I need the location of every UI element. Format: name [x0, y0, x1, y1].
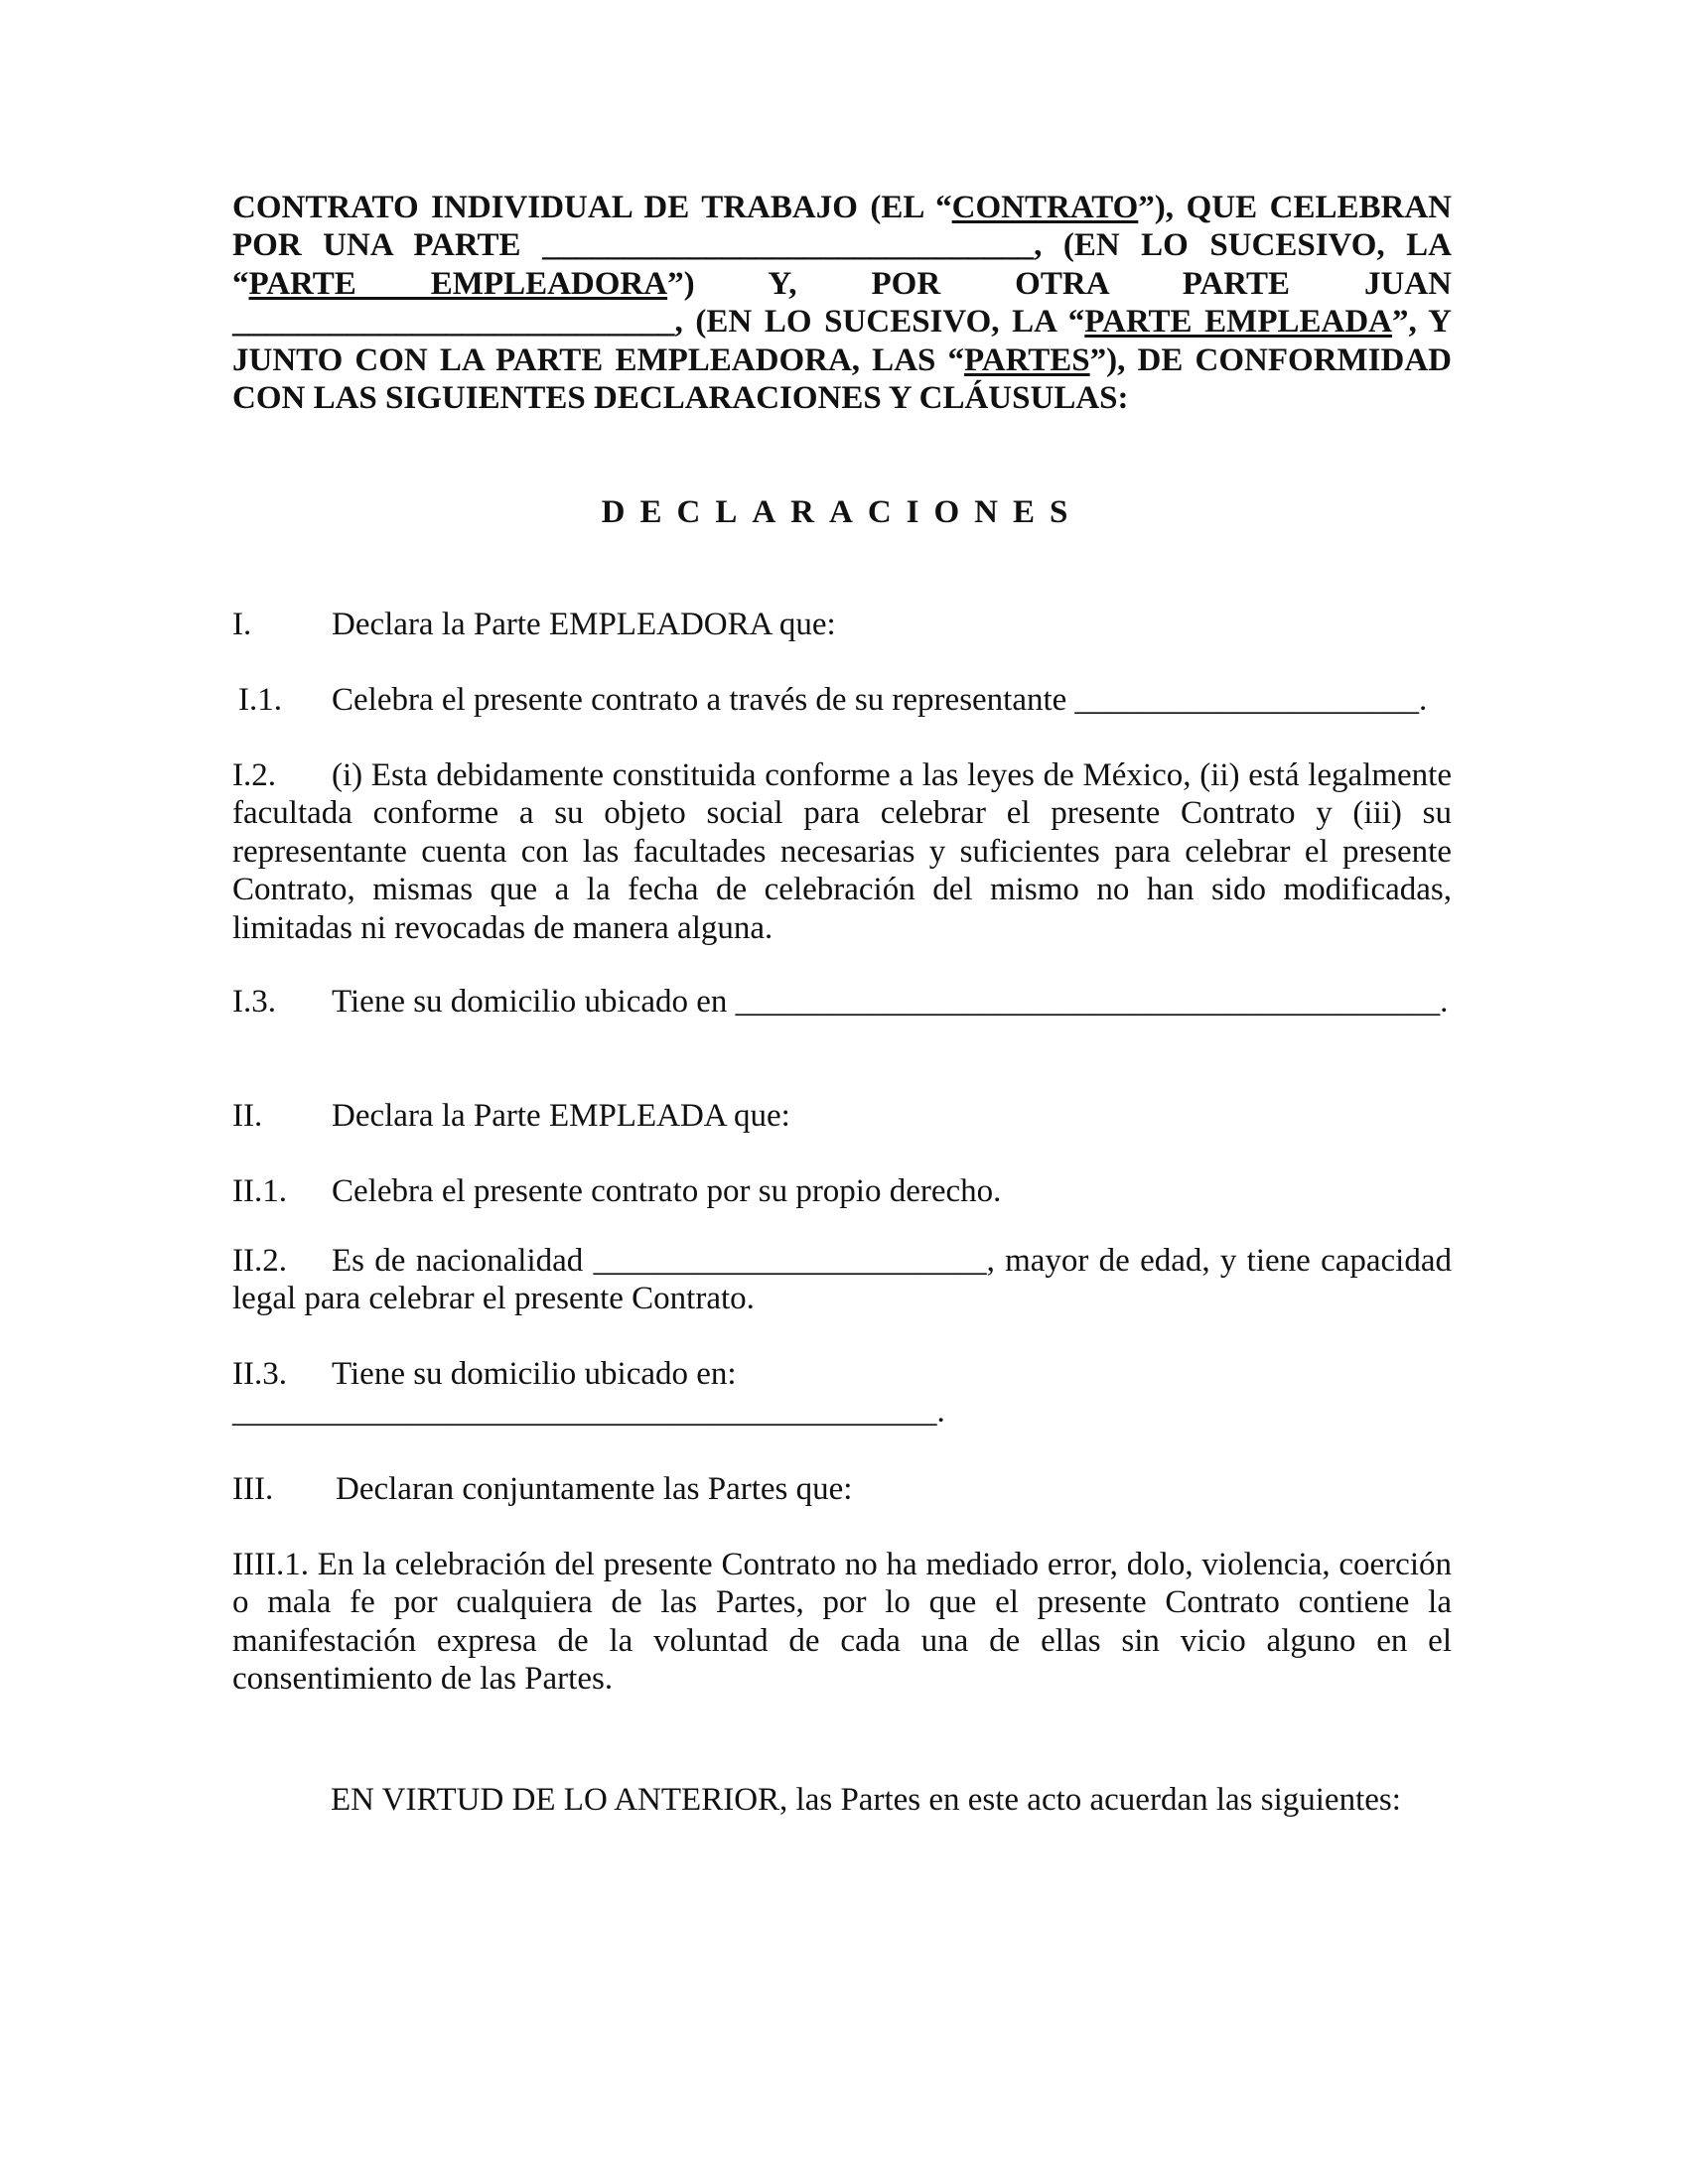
section-title: DECLARACIONES: [601, 494, 1083, 530]
declaration-text: Declaran conjuntamente las Partes que:: [336, 1471, 853, 1507]
heading-text: ”) Y, POR OTRA PARTE JUAN ___________________________, (EN LO SUCESIVO, LA “: [232, 265, 1452, 341]
declaration-number: II.1.: [232, 1173, 287, 1209]
declaration-ii1: [232, 1172, 1452, 1210]
declaration-text: (i) Esta debidamente constituida conforme a las leyes de México, (ii) está legalmente facultada conforme a su objeto social para celebrar el presente Contrato y (iii) su representante cuenta con las facultades necesarias y suficientes para celebrar el presente Contrato, mismas que a la fecha de celebración del mismo no han sido modificadas, limitadas ni revocadas de manera alguna.: [232, 757, 1452, 946]
declaration-iii1: IIII.1. En la celebración del presente Contrato no ha mediado error, dolo, violencia, coerción o mala fe por cualquiera de las Partes, por lo que el presente Contrato contiene la manifestación expresa de la voluntad de cada una de ellas sin vicio alguno en el consentimiento de las Partes.: [232, 1547, 1452, 1698]
declaration-number: II.2.: [232, 1243, 287, 1279]
declaration-text: Tiene su domicilio ubicado en ___________________________________________.: [332, 984, 1449, 1020]
declaration-text: Declara la Parte EMPLEADORA que:: [332, 607, 836, 642]
heading-defined-term-contrato: CONTRATO: [951, 190, 1139, 225]
declaration-text: Celebra el presente contrato a través de su representante _____________________.: [332, 682, 1428, 718]
declaration-i: [232, 606, 1452, 643]
heading-text: ”), DE CONFORMIDAD CON LAS SIGUIENTES DECLARACIONES Y CLÁUSULAS:: [232, 341, 1453, 417]
heading-text: ”, Y JUNTO CON LA PARTE EMPLEADORA, LAS “: [232, 304, 1452, 378]
declaration-number: I.2.: [232, 757, 276, 793]
declaration-number: I.1.: [238, 682, 282, 718]
declaration-number: III.: [232, 1471, 274, 1507]
declaration-number: II.3.: [232, 1356, 287, 1392]
declaration-text: Es de nacionalidad ________________________, mayor de edad, y tiene capacidad legal para celebrar el presente Contrato.: [232, 1243, 1452, 1317]
declaration-i2: [232, 756, 1452, 947]
heading-defined-term-partes: PARTES: [964, 341, 1090, 378]
heading-defined-term-parte-empleadora: PARTE EMPLEADORA: [248, 265, 668, 302]
declaration-number: II.: [232, 1098, 263, 1134]
declaration-number: I.: [232, 607, 252, 642]
declaration-i3: [232, 983, 1452, 1021]
heading-defined-term-parte-empleada: PARTE EMPLEADA: [1084, 304, 1392, 341]
declaration-text: Declara la Parte EMPLEADA que:: [332, 1098, 790, 1134]
closing-statement: EN VIRTUD DE LO ANTERIOR, las Partes en este acto acuerdan las siguientes:: [331, 1782, 1401, 1818]
declaration-text: Tiene su domicilio ubicado en: ___________________________________________.: [232, 1356, 945, 1431]
heading-text: ”), QUE CELEBRAN POR UNA PARTE ______________________________, (EN LO SUCESIVO, LA “: [232, 190, 1452, 302]
declaration-iii: [232, 1470, 1452, 1508]
declaration-number: I.3.: [232, 984, 276, 1020]
heading-text: CONTRATO INDIVIDUAL DE TRABAJO (EL “: [232, 190, 952, 225]
declaration-ii: [232, 1097, 1452, 1135]
declaration-ii3: [232, 1355, 1452, 1432]
declaration-ii2: [232, 1242, 1452, 1318]
declaration-i1: [238, 681, 1458, 719]
declaration-text: Celebra el presente contrato por su propio derecho.: [332, 1173, 1002, 1209]
contract-heading: [232, 189, 1452, 417]
